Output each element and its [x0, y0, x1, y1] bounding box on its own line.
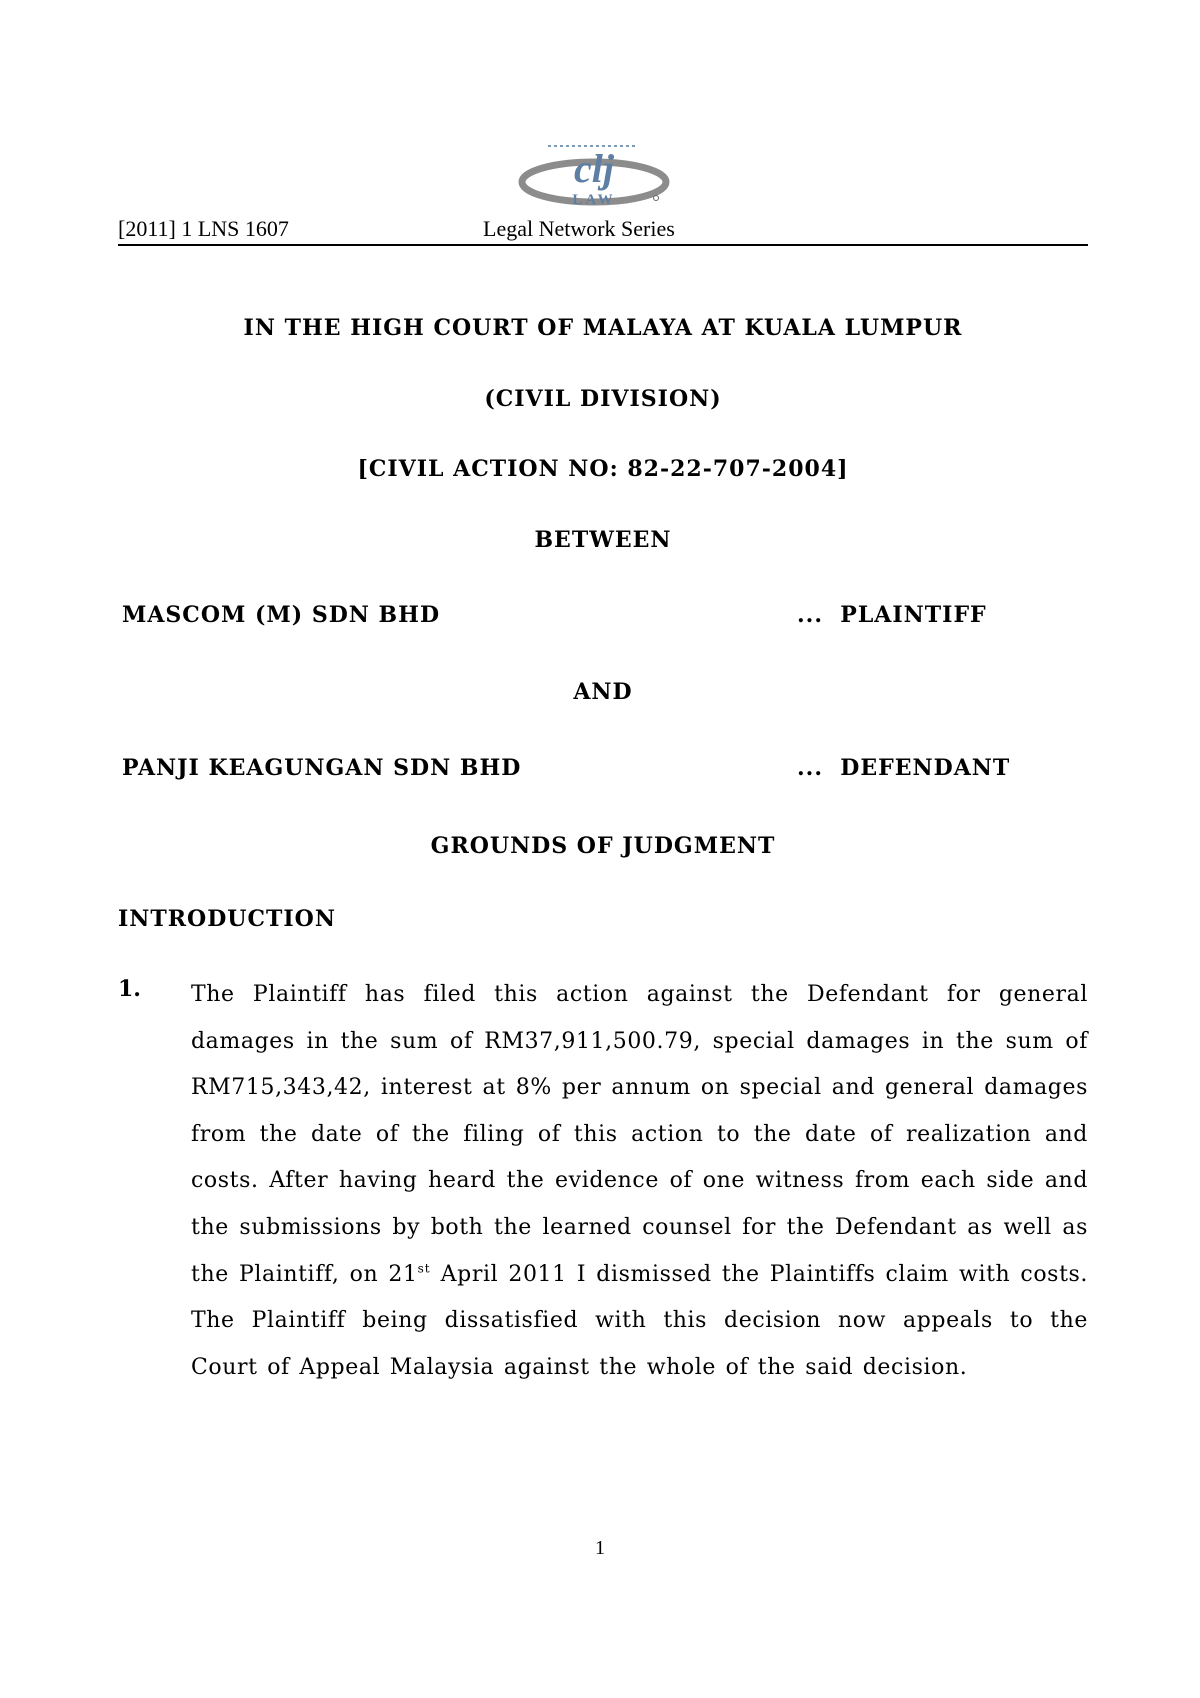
svg-text:clj: clj: [574, 146, 614, 191]
defendant-name: PANJI KEAGUNGAN SDN BHD: [122, 755, 522, 781]
action-number: [CIVIL ACTION NO: 82-22-707-2004]: [357, 456, 849, 482]
paragraph-number: 1.: [118, 976, 141, 1002]
court-heading: IN THE HIGH COURT OF MALAYA AT KUALA LUMPUR: [243, 315, 963, 341]
header-rule: [118, 244, 1088, 246]
division-heading: (CIVIL DIVISION): [484, 386, 722, 412]
svg-text:LAW: LAW: [572, 192, 616, 208]
paragraph-text-a: The Plaintiff has filed this action against the Defendant for general damages in the sum of RM37,911,500.79, special damages in the sum of RM715,343,42, interest at 8% per annum on special and general damages from the date of the filing of this action to the date of realization and costs. After having heard the evidence of one witness from each side and the submissions by both the learned counsel for the Defendant as well as the Plaintiff, on 21: [191, 982, 1088, 1287]
and-heading: AND: [573, 679, 633, 705]
cli-law-logo: [518, 142, 680, 212]
between-heading: BETWEEN: [534, 527, 672, 553]
paragraph-body: [191, 972, 1088, 1391]
series-name: Legal Network Series: [483, 216, 675, 241]
plaintiff-name: MASCOM (M) SDN BHD: [122, 602, 441, 628]
defendant-role: ... DEFENDANT: [797, 755, 1011, 781]
judgment-title: GROUNDS OF JUDGMENT: [430, 833, 776, 859]
ordinal-superscript: st: [417, 1261, 431, 1276]
page-number: 1: [595, 1537, 605, 1559]
paragraph-text-b: April 2011 I dismissed the Plaintiffs claim with costs. The Plaintiff being dissatisfied with this decision now appeals to the Court of Appeal Malaysia against the whole of the said decision.: [191, 1261, 1088, 1380]
plaintiff-role: ... PLAINTIFF: [797, 602, 987, 628]
citation: [2011] 1 LNS 1607: [118, 216, 289, 241]
section-heading: INTRODUCTION: [118, 906, 336, 932]
